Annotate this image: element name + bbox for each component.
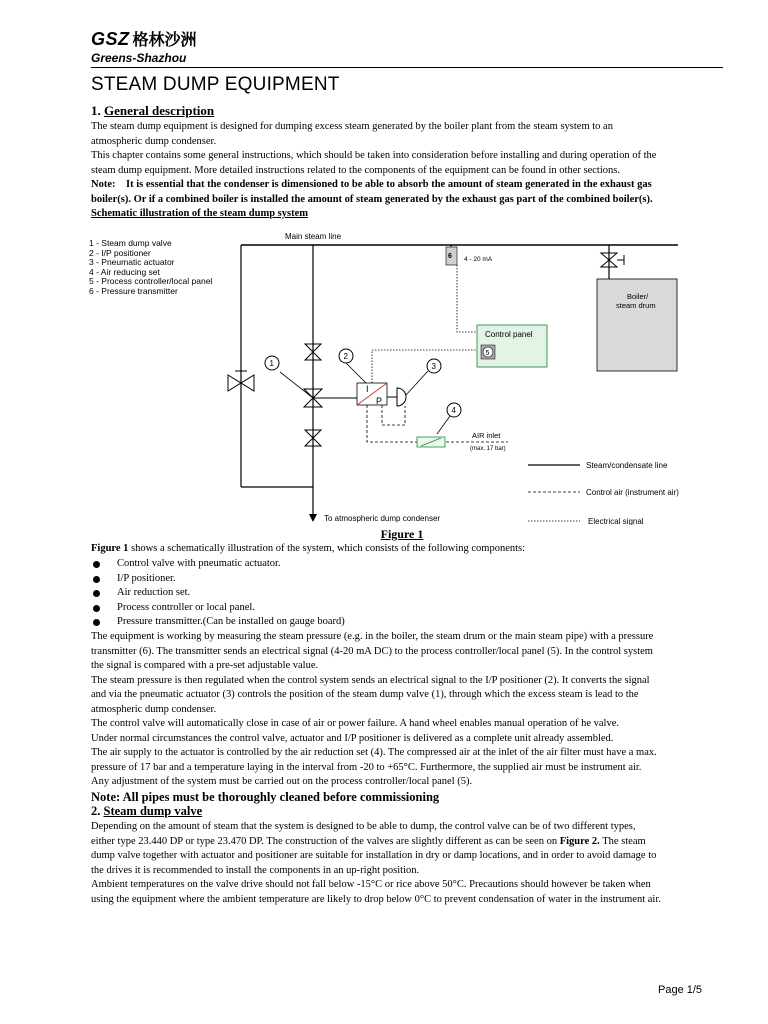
- legend-item: 6 - Pressure transmitter: [89, 285, 178, 296]
- page-number: Page 1/5: [658, 984, 703, 996]
- text-line: Under normal circumstances the control valve, actuator and I/P positioner is delivered as a complete unit already assembled.: [91, 732, 614, 744]
- text-line: and via the pneumatic actuator (3) controls the position of the steam dump valve (1), through which the excess steam is lead to the: [91, 689, 639, 700]
- figure-caption: Figure 1: [380, 527, 424, 541]
- callout-5: 5: [485, 350, 490, 357]
- section-2-title: Steam dump valve: [103, 804, 203, 818]
- air-inlet-label: AIR inlet: [472, 431, 501, 440]
- steam-dump-schematic: [0, 225, 768, 525]
- text-line: The air supply to the actuator is controlled by the air reduction set (4). The compressed air at the inlet of the air filter must have a max.: [91, 747, 657, 758]
- text-line: boiler(s). Or if a combined boiler is installed the amount of steam generated by the exhaust gas part of the combined boiler(s).: [91, 193, 653, 205]
- air-pressure-label: (max. 17 bar): [470, 446, 506, 452]
- brand-chinese-name: 格林沙洲: [132, 30, 197, 49]
- boiler-label-1: Boiler/: [627, 292, 649, 301]
- callout-6: 6: [448, 253, 452, 260]
- list-item: Control valve with pneumatic actuator.: [91, 557, 345, 572]
- section-1-title: General description: [104, 103, 215, 118]
- section-1-heading: [91, 103, 214, 119]
- text-line: [91, 835, 725, 850]
- paragraph-1: [91, 120, 725, 222]
- list-item: Process controller or local panel.: [91, 601, 345, 616]
- list-item: Pressure transmitter.(Can be installed on gauge board): [91, 615, 345, 630]
- arrow-down-icon: [309, 514, 317, 522]
- section-2-heading: [91, 804, 202, 819]
- text-span: either type 23.440 DP or type 23.470 DP. The construction of the valves are slightly different as can be seen on: [91, 835, 560, 847]
- legend-item: 4 - Air reducing set: [89, 266, 160, 277]
- text-line: steam dump equipment. More detailed instructions related to the components of the equipment can be found in other sections.: [91, 164, 620, 176]
- to-condenser-label: To atmospheric dump condenser: [324, 514, 441, 523]
- list-item: Air reduction set.: [91, 586, 345, 601]
- section-2-body: [91, 820, 725, 907]
- key-steam-label: Steam/condensate line: [586, 461, 668, 470]
- note-label: Note:: [91, 179, 116, 190]
- text-line: the drives it is recommended to install the components in an up-right position.: [91, 864, 420, 876]
- callout-2: 2: [343, 352, 348, 361]
- figure-2-ref: Figure 2.: [559, 835, 600, 847]
- page-title: STEAM DUMP EQUIPMENT: [91, 74, 340, 95]
- ip-positioner-i: I: [366, 384, 369, 394]
- key-electrical-label: Electrical signal: [588, 517, 644, 525]
- text-line: The steam pressure is then regulated when the control system sends an electrical signal to the I/P positioner (2). It converts the signal: [91, 674, 650, 686]
- figure-intro: [91, 542, 725, 557]
- text-line: Depending on the amount of steam that the system is designed to be able to dump, the control valve can be of two different types,: [91, 821, 636, 832]
- text-line: The control valve will automatically close in case of air or power failure. A hand wheel enables manual operation of he valve.: [91, 718, 620, 729]
- text-line: the signal is compared with a pre-set adjustable value.: [91, 660, 319, 671]
- header-rule: [91, 67, 723, 68]
- list-item: I/P positioner.: [91, 572, 345, 587]
- note-commissioning: Note: All pipes must be thoroughly cleaned before commissioning: [91, 790, 440, 804]
- callout-4: 4: [451, 406, 456, 415]
- company-name: Greens-Shazhou: [91, 51, 187, 65]
- components-list: [91, 557, 345, 630]
- text-line: transmitter (6). The transmitter sends an electrical signal (4-20 mA DC) to the process controller/local panel (5). In the control system: [91, 645, 653, 657]
- pneumatic-actuator: [397, 388, 406, 406]
- section-1-number: 1.: [91, 103, 101, 118]
- boiler-label-2: steam drum: [616, 301, 656, 310]
- signal-range-label: 4 - 20 mA: [464, 256, 493, 263]
- text-line: atmospheric dump condenser.: [91, 135, 217, 147]
- note-text: It is essential that the condenser is dimensioned to be able to absorb the amount of steam generated in the exhaust gas: [126, 179, 652, 190]
- legend-item: 3 - Pneumatic actuator: [89, 257, 175, 268]
- text-line: Ambient temperatures on the valve drive should not fall below -15°C or rice above 50°C. Precautions should however be taken when: [91, 879, 651, 890]
- text-line: Any adjustment of the system must be carried out on the process controller/local panel (5).: [91, 776, 473, 787]
- text-line: pressure of 17 bar and a temperature laying in the interval from -20 to +65°C. Furthermore, the supplied air must be instrument air.: [91, 761, 642, 773]
- legend-item: 2 - I/P positioner: [89, 247, 151, 258]
- text-span: The steam: [599, 835, 646, 847]
- text-line: atmospheric dump condenser.: [91, 703, 217, 715]
- control-panel-label: Control panel: [485, 330, 533, 339]
- note-line: [91, 178, 725, 193]
- callout-3: 3: [431, 362, 436, 371]
- text-line: This chapter contains some general instructions, which should be taken into consideration before installing and during operation of the: [91, 150, 657, 161]
- main-steam-line-label: Main steam line: [285, 232, 342, 241]
- section-2-number: 2.: [91, 804, 101, 818]
- text-line: dump valve together with actuator and positioner are suitable for installation in dry or damp locations, and in order to avoid damage to: [91, 850, 657, 861]
- operation-description: [91, 630, 725, 790]
- figure-ref: Figure 1: [91, 543, 129, 554]
- callout-1: 1: [269, 359, 274, 368]
- ip-positioner-p: P: [376, 396, 383, 406]
- text-line: The steam dump equipment is designed for dumping excess steam generated by the boiler plant from the steam system to an: [91, 121, 613, 132]
- legend-item: 5 - Process controller/local panel: [89, 276, 213, 287]
- key-air-label: Control air (instrument air): [586, 488, 679, 497]
- brand-logo: GSZ: [91, 29, 130, 49]
- legend-item: 1 - Steam dump valve: [89, 238, 172, 248]
- schematic-heading: Schematic illustration of the steam dump system: [91, 208, 308, 219]
- text-line: using the equipment where the ambient temperature are likely to drop below 0°C to prevent condensation of water in the instrument air.: [91, 893, 661, 905]
- figure-intro-text: shows a schematically illustration of the system, which consists of the following components:: [128, 543, 526, 554]
- text-line: The equipment is working by measuring the steam pressure (e.g. in the boiler, the steam drum or the main steam pipe) with a pressure: [91, 631, 654, 642]
- brand-header: [91, 27, 197, 50]
